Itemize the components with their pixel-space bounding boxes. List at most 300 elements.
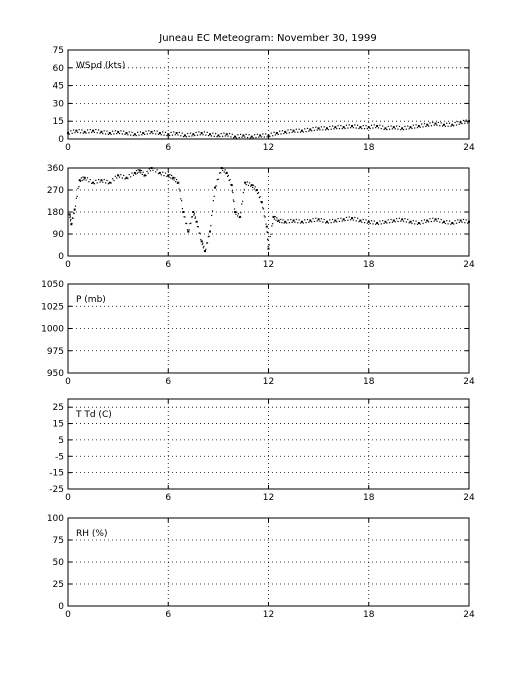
data-point <box>255 137 256 138</box>
data-point <box>414 223 415 224</box>
data-point <box>457 219 458 220</box>
data-point <box>84 177 86 179</box>
data-point <box>221 133 222 134</box>
data-point <box>233 199 234 200</box>
data-point <box>464 222 465 223</box>
data-point <box>389 222 390 223</box>
data-point <box>292 132 293 133</box>
data-point <box>461 222 462 223</box>
data-point <box>71 223 72 224</box>
data-point <box>142 132 144 134</box>
data-point <box>135 173 136 174</box>
data-point <box>340 125 341 126</box>
data-point <box>139 169 141 171</box>
data-point <box>331 129 332 130</box>
data-point <box>74 209 76 211</box>
data-point <box>169 174 170 175</box>
data-point <box>223 133 224 134</box>
data-point <box>238 213 239 214</box>
data-point <box>99 182 100 183</box>
x-tick-label: 0 <box>65 143 71 153</box>
y-tick-label: 1025 <box>41 302 64 313</box>
data-point <box>413 125 414 126</box>
y-tick-label: 60 <box>52 63 64 74</box>
data-point <box>363 219 364 220</box>
data-point <box>127 134 128 135</box>
figure-title: Juneau EC Meteogram: November 30, 1999 <box>159 33 377 44</box>
data-point <box>210 225 211 226</box>
data-point <box>446 220 447 221</box>
data-point <box>300 132 301 133</box>
data-point <box>104 179 105 180</box>
data-point <box>171 175 172 176</box>
data-point <box>248 185 249 186</box>
data-point <box>435 123 437 125</box>
data-point <box>170 177 171 178</box>
data-point <box>222 136 223 137</box>
data-point <box>334 126 336 128</box>
data-point <box>141 134 142 135</box>
data-point <box>403 221 404 222</box>
data-point <box>216 185 217 186</box>
data-point <box>70 216 71 217</box>
data-point <box>336 128 337 129</box>
data-point <box>150 170 151 171</box>
x-tick-label: 24 <box>463 260 475 270</box>
y-tick-label: 1050 <box>41 280 64 290</box>
data-point <box>268 246 269 247</box>
data-point <box>234 136 236 138</box>
data-point <box>150 133 151 134</box>
data-point <box>130 135 131 136</box>
data-point <box>224 171 225 172</box>
data-point <box>70 130 71 131</box>
data-point <box>232 190 233 191</box>
data-point <box>209 236 210 237</box>
x-tick-label: 0 <box>65 610 71 620</box>
data-point <box>146 171 147 172</box>
data-point <box>395 128 396 129</box>
data-point <box>371 220 372 221</box>
x-tick-label: 0 <box>65 260 71 270</box>
data-point <box>189 136 190 137</box>
data-point <box>349 124 350 125</box>
data-point <box>241 203 242 204</box>
data-point <box>263 208 264 209</box>
data-point <box>332 219 333 220</box>
data-point <box>307 128 308 129</box>
data-point <box>207 132 208 133</box>
y-tick-label: 25 <box>52 580 64 590</box>
data-point <box>386 222 387 223</box>
y-tick-label: 5 <box>58 435 64 446</box>
data-point <box>247 181 248 182</box>
data-point <box>212 133 213 134</box>
data-point <box>232 134 233 135</box>
data-point <box>77 188 78 189</box>
data-point <box>80 181 81 182</box>
data-point <box>256 189 258 191</box>
data-point <box>187 133 188 134</box>
data-point <box>384 127 386 129</box>
data-point <box>454 220 455 221</box>
data-point <box>357 125 358 126</box>
data-point <box>368 221 370 223</box>
data-point <box>192 211 194 213</box>
data-point <box>105 182 106 183</box>
data-point <box>182 208 183 209</box>
data-point <box>69 134 70 135</box>
data-point <box>448 223 449 224</box>
data-point <box>417 127 418 128</box>
data-point <box>459 222 460 223</box>
data-point <box>275 216 276 217</box>
data-point <box>72 133 73 134</box>
data-point <box>115 176 116 177</box>
data-point <box>81 177 82 178</box>
data-point <box>262 133 263 134</box>
x-tick-label: 12 <box>262 143 275 153</box>
data-point <box>392 128 393 129</box>
data-point <box>272 223 273 224</box>
data-point <box>130 176 131 177</box>
data-point <box>163 135 164 136</box>
data-point <box>307 219 308 220</box>
data-point <box>102 133 103 134</box>
data-point <box>325 129 326 130</box>
data-point <box>100 131 102 133</box>
data-point <box>262 207 263 208</box>
data-point <box>201 132 203 134</box>
data-point <box>466 219 467 220</box>
data-point <box>454 122 455 123</box>
data-point <box>152 133 153 134</box>
data-point <box>195 216 196 217</box>
data-point <box>233 201 234 202</box>
panel-label: RH (%) <box>76 529 108 539</box>
data-point <box>321 126 322 127</box>
data-point <box>264 136 265 137</box>
data-point <box>389 129 390 130</box>
data-point <box>314 221 315 222</box>
data-point <box>265 216 266 217</box>
data-point <box>265 133 266 134</box>
data-point <box>252 187 253 188</box>
data-point <box>326 221 328 223</box>
data-point <box>97 182 98 183</box>
x-tick-label: 0 <box>65 377 71 387</box>
y-tick-label: 975 <box>46 346 64 357</box>
data-point <box>308 222 309 223</box>
data-point <box>137 173 138 174</box>
data-point <box>304 219 305 220</box>
relative-humidity-panel <box>47 514 475 620</box>
data-point <box>228 136 229 137</box>
data-point <box>155 133 156 134</box>
data-point <box>141 170 142 171</box>
data-point <box>413 220 414 221</box>
data-point <box>282 130 283 131</box>
data-point <box>381 223 382 224</box>
data-point <box>296 219 297 220</box>
data-point <box>397 221 398 222</box>
data-point <box>388 219 389 220</box>
data-point <box>251 136 253 138</box>
data-point <box>157 169 158 170</box>
data-point <box>268 134 270 136</box>
data-point <box>138 135 139 136</box>
y-tick-label: 950 <box>46 369 64 379</box>
data-point <box>125 177 127 179</box>
data-point <box>303 131 304 132</box>
data-point <box>95 180 96 181</box>
data-point <box>328 129 329 130</box>
data-point <box>196 221 198 223</box>
data-point <box>286 133 287 134</box>
data-point <box>111 182 112 183</box>
data-point <box>331 222 332 223</box>
data-point <box>205 135 206 136</box>
data-point <box>364 128 365 129</box>
data-point <box>246 184 247 185</box>
data-point <box>414 127 415 128</box>
data-point <box>292 222 293 223</box>
data-point <box>162 172 163 173</box>
data-point <box>294 222 295 223</box>
data-point <box>86 179 87 180</box>
y-tick-label: 50 <box>52 558 64 568</box>
data-point <box>111 134 112 135</box>
data-point <box>418 125 420 127</box>
data-point <box>354 124 355 125</box>
data-point <box>129 174 130 175</box>
data-point <box>168 177 169 178</box>
data-point <box>261 201 263 203</box>
x-tick-label: 12 <box>262 493 275 503</box>
data-point <box>78 186 79 187</box>
data-point <box>378 224 379 225</box>
data-point <box>100 179 102 181</box>
data-point <box>175 181 176 182</box>
data-point <box>354 217 355 218</box>
data-point <box>190 133 191 134</box>
data-point <box>468 120 470 122</box>
data-point <box>222 170 223 171</box>
data-point <box>109 132 111 134</box>
data-point <box>177 134 178 135</box>
data-point <box>226 172 228 174</box>
data-point <box>422 223 423 224</box>
data-point <box>234 208 235 209</box>
data-point <box>309 129 311 131</box>
data-point <box>91 132 92 133</box>
data-point <box>322 221 323 222</box>
data-point <box>218 179 219 180</box>
data-point <box>249 182 250 183</box>
data-point <box>170 132 171 133</box>
data-point <box>342 128 343 129</box>
wind-speed-panel <box>53 46 475 153</box>
data-point <box>338 125 339 126</box>
panel-label: WSpd (kts) <box>76 61 126 71</box>
data-point <box>443 221 445 223</box>
data-point <box>376 125 378 127</box>
data-point <box>276 217 277 218</box>
data-point <box>119 177 120 178</box>
data-point <box>137 132 138 133</box>
data-point <box>395 221 396 222</box>
data-point <box>200 134 201 135</box>
x-tick-label: 12 <box>262 377 275 387</box>
data-point <box>278 220 280 222</box>
data-point <box>289 132 290 133</box>
data-point <box>253 185 254 186</box>
data-point <box>409 128 410 129</box>
data-point <box>90 129 91 130</box>
data-point <box>361 128 362 129</box>
data-point <box>219 136 220 137</box>
data-point <box>329 126 330 127</box>
data-point <box>382 220 383 221</box>
data-point <box>213 200 214 201</box>
data-point <box>319 129 320 130</box>
data-point <box>242 201 243 202</box>
data-point <box>446 123 447 124</box>
x-tick-label: 24 <box>463 143 475 153</box>
data-point <box>179 132 180 133</box>
data-point <box>439 125 440 126</box>
data-point <box>82 180 83 181</box>
data-point <box>420 223 421 224</box>
data-point <box>193 215 194 216</box>
data-point <box>421 220 422 221</box>
data-point <box>194 218 195 219</box>
data-point <box>290 219 291 220</box>
data-point <box>401 127 403 129</box>
x-tick-label: 18 <box>363 377 375 387</box>
data-point <box>344 220 345 221</box>
x-tick-label: 12 <box>262 260 275 270</box>
data-point <box>192 216 193 217</box>
x-tick-label: 18 <box>363 143 375 153</box>
data-point <box>98 179 99 180</box>
data-point <box>258 137 259 138</box>
data-point <box>175 134 176 135</box>
data-point <box>162 131 163 132</box>
data-point <box>305 222 306 223</box>
data-point <box>254 188 255 189</box>
data-point <box>115 130 116 131</box>
data-point <box>424 219 425 220</box>
data-point <box>383 223 384 224</box>
data-point <box>161 174 162 175</box>
data-point <box>113 180 114 181</box>
data-point <box>365 125 366 126</box>
data-point <box>228 175 229 176</box>
data-point <box>165 132 166 133</box>
x-tick-label: 6 <box>165 377 172 387</box>
data-point <box>322 129 323 130</box>
x-tick-label: 6 <box>165 143 172 153</box>
data-point <box>119 133 120 134</box>
data-point <box>378 127 379 128</box>
data-point <box>173 131 174 132</box>
data-point <box>151 131 153 133</box>
data-point <box>436 125 437 126</box>
data-point <box>122 177 123 178</box>
data-point <box>264 215 265 216</box>
data-point <box>287 129 288 130</box>
data-point <box>145 131 146 132</box>
data-point <box>406 129 407 130</box>
data-point <box>299 129 300 130</box>
data-point <box>324 219 325 220</box>
data-point <box>457 121 458 122</box>
data-point <box>129 131 130 132</box>
data-point <box>87 129 88 130</box>
data-point <box>194 135 195 136</box>
data-point <box>367 128 368 129</box>
data-point <box>106 180 107 181</box>
x-tick-label: 12 <box>262 610 275 620</box>
data-point <box>428 125 429 126</box>
data-point <box>204 250 206 252</box>
data-point <box>418 222 420 224</box>
data-point <box>104 130 105 131</box>
data-point <box>381 128 382 129</box>
data-point <box>382 125 383 126</box>
data-point <box>301 130 303 132</box>
data-point <box>336 221 337 222</box>
data-point <box>318 218 320 220</box>
data-point <box>279 131 280 132</box>
data-point <box>420 127 421 128</box>
data-point <box>407 219 408 220</box>
data-point <box>297 132 298 133</box>
data-point <box>80 132 81 133</box>
y-tick-label: 30 <box>52 99 64 110</box>
data-point <box>113 133 114 134</box>
data-point <box>182 133 183 134</box>
y-tick-label: 15 <box>52 419 64 430</box>
data-point <box>317 129 318 130</box>
data-point <box>390 219 391 220</box>
data-point <box>202 242 203 243</box>
data-point <box>125 132 127 134</box>
data-point <box>74 132 75 133</box>
data-point <box>344 128 345 129</box>
x-tick-label: 24 <box>463 493 475 503</box>
data-point <box>353 219 354 220</box>
y-tick-label: 360 <box>46 164 64 174</box>
y-tick-label: 15 <box>52 117 64 128</box>
data-point <box>239 137 240 138</box>
data-point <box>438 122 439 123</box>
data-point <box>209 231 211 233</box>
data-point <box>211 215 212 216</box>
data-point <box>267 232 268 233</box>
data-point <box>406 221 407 222</box>
data-point <box>67 132 69 134</box>
data-point <box>172 177 174 179</box>
data-point <box>351 217 353 219</box>
data-point <box>393 220 395 222</box>
data-point <box>81 129 82 130</box>
data-point <box>270 236 271 237</box>
data-point <box>172 135 173 136</box>
data-point <box>422 126 423 127</box>
data-point <box>425 126 426 127</box>
